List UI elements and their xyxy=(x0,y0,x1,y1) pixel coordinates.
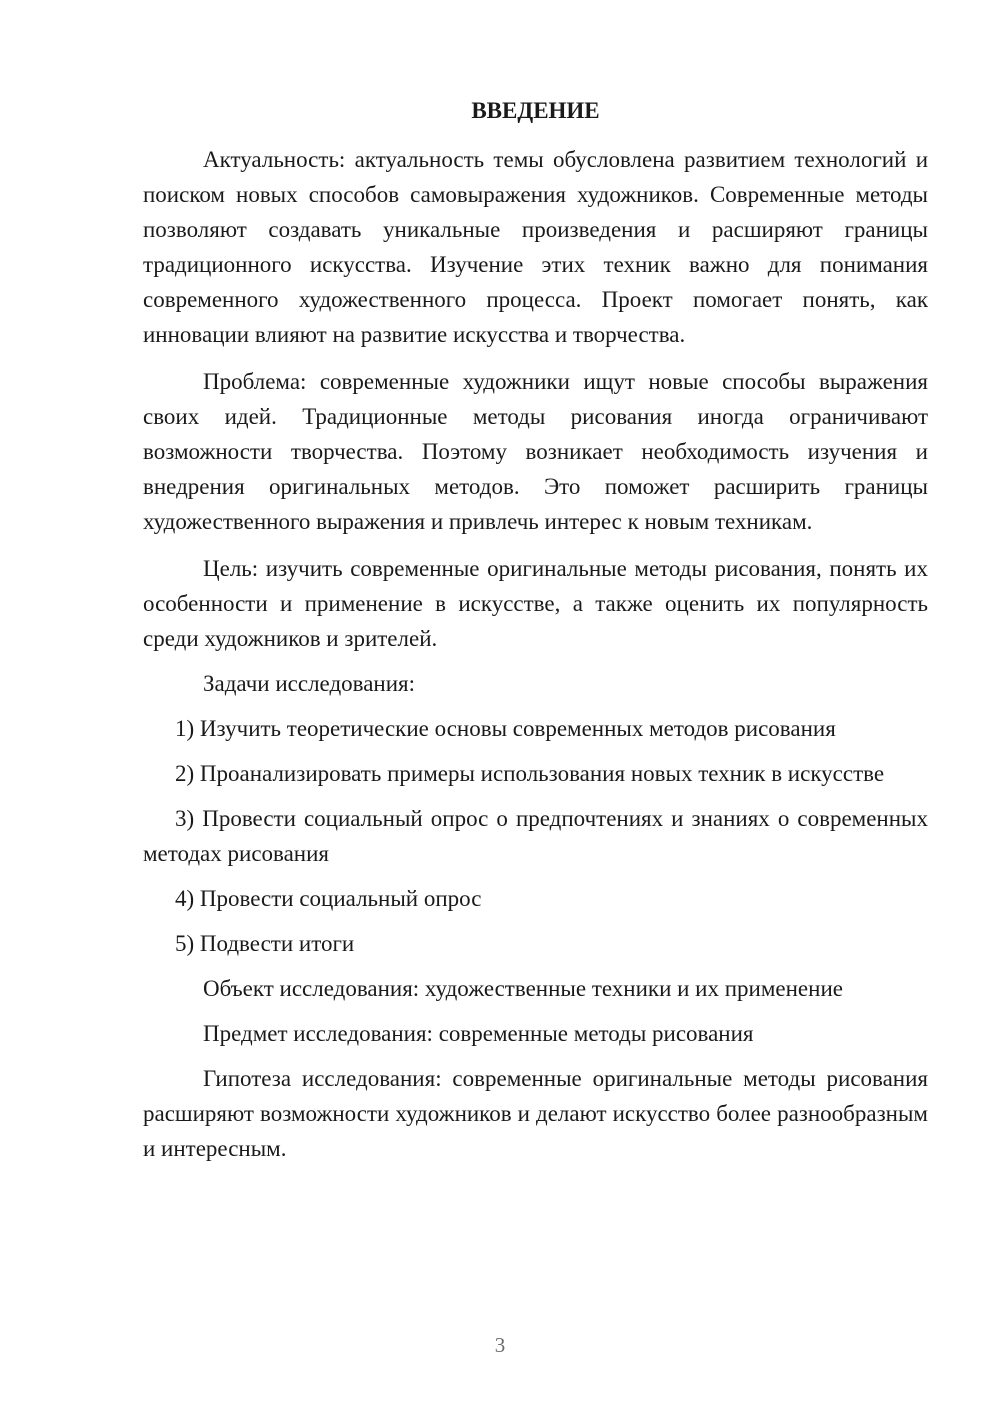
page-number: 3 xyxy=(494,1333,506,1357)
task-item-3: 3) Провести социальный опрос о предпочтениях и знаниях о современных методах рисования xyxy=(143,806,928,866)
problem-paragraph: Проблема: современные художники ищут новые способы выражения своих идей. Традиционные методы рисования иногда ограничивают возможности творчества. Поэтому возникает необходимость изучения и внедрения оригинальных методов. Это поможет расширить границы художественного выражения и привлечь интерес к новым техникам. xyxy=(143,369,928,534)
task-item-4: 4) Провести социальный опрос xyxy=(175,886,482,911)
task-item-2: 2) Проанализировать примеры использования новых техник в искусстве xyxy=(175,761,885,786)
relevance-paragraph: Актуальность: актуальность темы обусловлена развитием технологий и поиском новых способов самовыражения художников. Современные методы позволяют создавать уникальные произведения и расширяют границы традиционного искусства. Изучение этих техник важно для понимания современного художественного процесса. Проект помогает понять, как инновации влияют на развитие искусства и творчества. xyxy=(143,147,928,347)
document-page xyxy=(143,96,928,1166)
goal-paragraph: Цель: изучить современные оригинальные методы рисования, понять их особенности и применение в искусстве, а также оценить их популярность среди художников и зрителей. xyxy=(143,556,928,651)
tasks-heading: Задачи исследования: xyxy=(203,671,416,696)
research-object: Объект исследования: художественные техники и их применение xyxy=(203,976,843,1001)
task-item-5: 5) Подвести итоги xyxy=(175,931,355,956)
research-hypothesis: Гипотеза исследования: современные оригинальные методы рисования расширяют возможности художников и делают искусство более разнообразным и интересным. xyxy=(143,1066,928,1161)
research-subject: Предмет исследования: современные методы рисования xyxy=(203,1021,754,1046)
section-title: ВВЕДЕНИЕ xyxy=(471,98,600,123)
task-item-1: 1) Изучить теоретические основы современных методов рисования xyxy=(175,716,836,741)
